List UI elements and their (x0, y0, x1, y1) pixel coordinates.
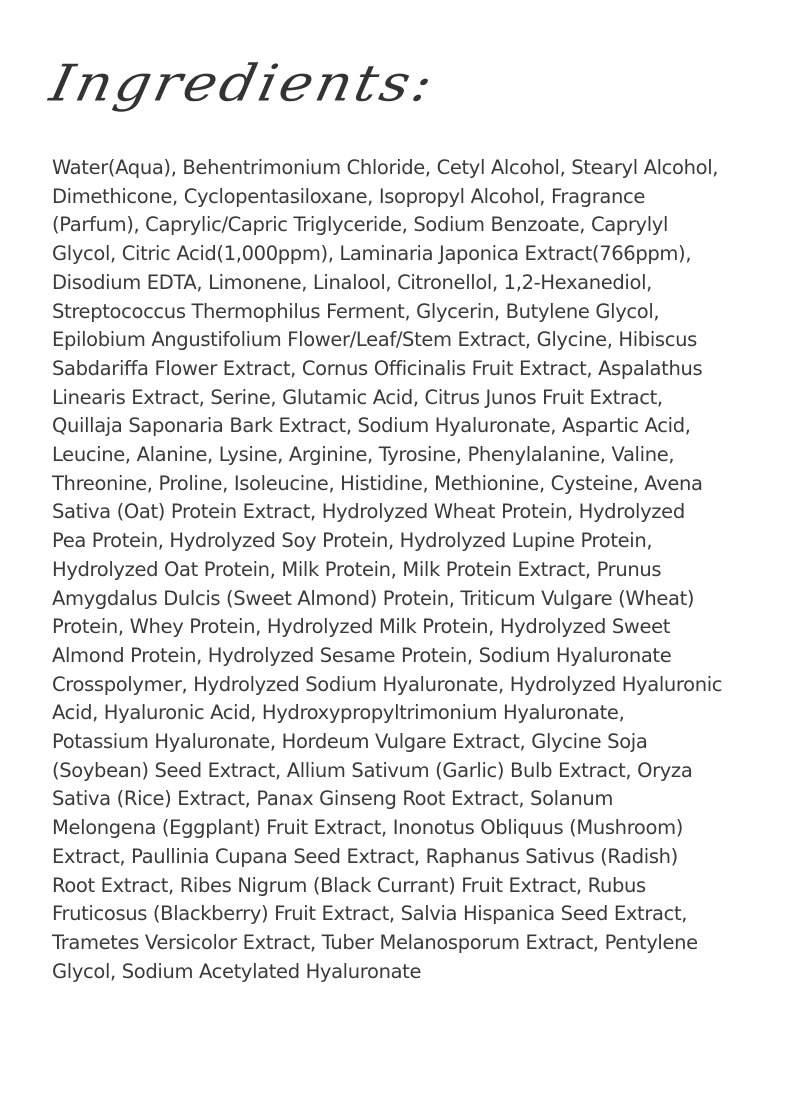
ingredient-line: Leucine, Alanine, Lysine, Arginine, Tyrosine, Phenylalanine, Valine, (52, 443, 675, 467)
ingredient-line: Dimethicone, Cyclopentasiloxane, Isopropyl Alcohol, Fragrance (52, 184, 645, 208)
ingredient-line: Protein, Whey Protein, Hydrolyzed Milk Protein, Hydrolyzed Sweet (52, 615, 671, 639)
ingredient-line: Crosspolymer, Hydrolyzed Sodium Hyaluronate, Hydrolyzed Hyaluronic (52, 672, 723, 696)
ingredient-line: Glycol, Citric Acid(1,000ppm), Laminaria Japonica Extract(766ppm), (52, 242, 692, 266)
ingredient-line: Almond Protein, Hydrolyzed Sesame Protein, Sodium Hyaluronate (52, 643, 672, 667)
ingredient-line: Threonine, Proline, Isoleucine, Histidine, Methionine, Cysteine, Avena (52, 471, 703, 495)
ingredient-line: Epilobium Angustifolium Flower/Leaf/Stem Extract, Glycine, Hibiscus (52, 328, 697, 352)
ingredient-line: Trametes Versicolor Extract, Tuber Melanosporum Extract, Pentylene (52, 930, 698, 954)
ingredient-line: Fruticosus (Blackberry) Fruit Extract, Salvia Hispanica Seed Extract, (52, 902, 688, 926)
ingredient-line: Streptococcus Thermophilus Ferment, Glycerin, Butylene Glycol, (52, 299, 660, 323)
ingredient-line: Root Extract, Ribes Nigrum (Black Currant) Fruit Extract, Rubus (52, 873, 646, 897)
ingredient-line: (Parfum), Caprylic/Capric Triglyceride, Sodium Benzoate, Caprylyl (52, 213, 669, 237)
page-title: Ingredients: (44, 54, 441, 114)
ingredient-line: Potassium Hyaluronate, Hordeum Vulgare Extract, Glycine Soja (52, 730, 648, 754)
ingredient-line: Linearis Extract, Serine, Glutamic Acid, Citrus Junos Fruit Extract, (52, 385, 663, 409)
ingredient-line: Quillaja Saponaria Bark Extract, Sodium Hyaluronate, Aspartic Acid, (52, 414, 691, 438)
ingredient-line: Acid, Hyaluronic Acid, Hydroxypropyltrimonium Hyaluronate, (52, 701, 625, 725)
ingredient-line: Sativa (Rice) Extract, Panax Ginseng Root Extract, Solanum (52, 787, 613, 811)
ingredient-line: Hydrolyzed Oat Protein, Milk Protein, Milk Protein Extract, Prunus (52, 557, 662, 581)
ingredient-line: Sabdariffa Flower Extract, Cornus Officinalis Fruit Extract, Aspalathus (52, 356, 703, 380)
ingredient-list (52, 154, 752, 986)
ingredient-line: Extract, Paullinia Cupana Seed Extract, Raphanus Sativus (Radish) (52, 844, 678, 868)
ingredient-line: (Soybean) Seed Extract, Allium Sativum (Garlic) Bulb Extract, Oryza (52, 758, 693, 782)
ingredient-line: Sativa (Oat) Protein Extract, Hydrolyzed Wheat Protein, Hydrolyzed (52, 500, 685, 524)
ingredient-line: Glycol, Sodium Acetylated Hyaluronate (52, 959, 422, 983)
ingredient-line: Pea Protein, Hydrolyzed Soy Protein, Hydrolyzed Lupine Protein, (52, 529, 653, 553)
ingredient-line: Melongena (Eggplant) Fruit Extract, Inonotus Obliquus (Mushroom) (52, 816, 683, 840)
ingredient-line: Water(Aqua), Behentrimonium Chloride, Cetyl Alcohol, Stearyl Alcohol, (52, 156, 719, 179)
ingredient-line: Amygdalus Dulcis (Sweet Almond) Protein, Triticum Vulgare (Wheat) (52, 586, 695, 610)
ingredient-line: Disodium EDTA, Limonene, Linalool, Citronellol, 1,2-Hexanediol, (52, 270, 652, 294)
